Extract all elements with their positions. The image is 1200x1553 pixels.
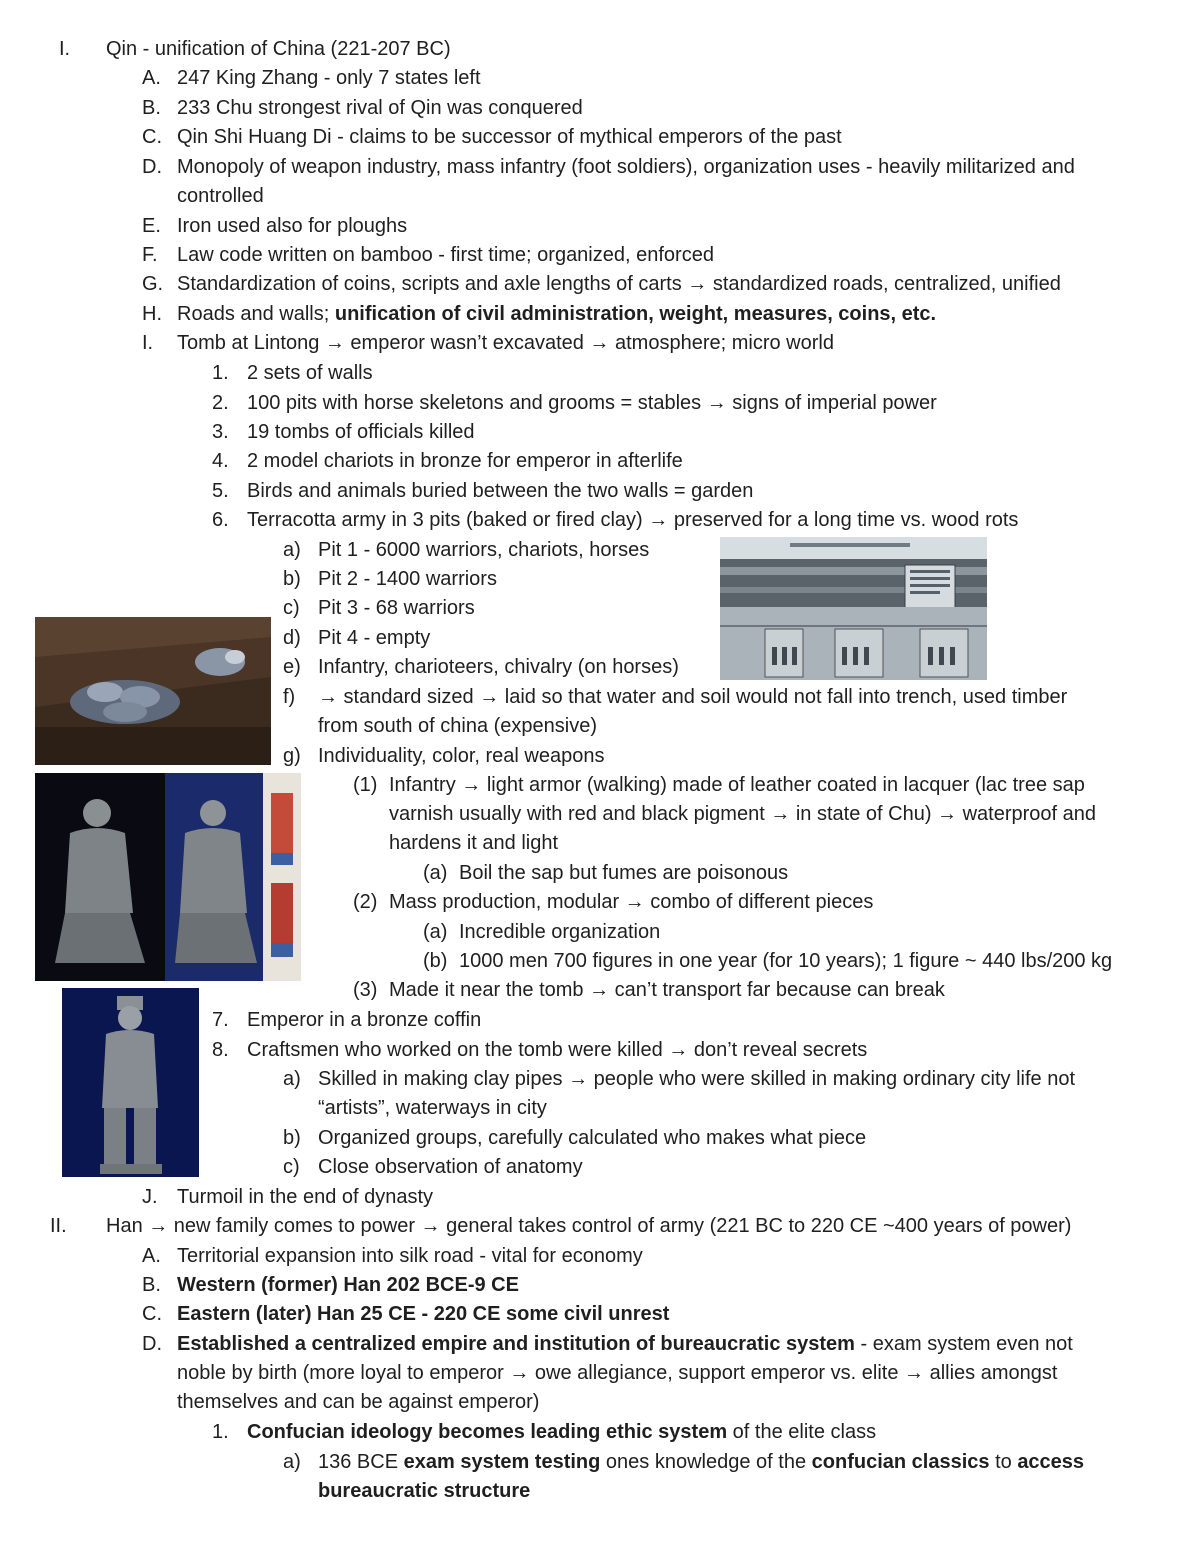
list-marker: 8.	[212, 1039, 229, 1061]
list-marker: (1)	[353, 774, 378, 796]
text: Incredible organization	[459, 921, 661, 943]
bold-text: bureaucratic structure	[318, 1480, 531, 1502]
text: Turmoil in the end of dynasty	[177, 1186, 434, 1208]
text: “artists”, waterways in city	[318, 1097, 547, 1119]
excavation-photo	[35, 617, 271, 765]
text: Han → new family comes to power → general takes control of army (221 BC to 220 CE ~400 years of power)	[106, 1215, 1072, 1237]
outline-line	[177, 1273, 519, 1297]
bold-text: unification of civil administration, weight, measures, coins, etc.	[334, 303, 937, 325]
list-marker: F.	[142, 244, 158, 266]
outline-line	[106, 1214, 1071, 1238]
text: Craftsmen who worked on the tomb were killed → don’t reveal secrets	[247, 1039, 868, 1061]
list-marker: A.	[142, 67, 161, 89]
text: Birds and animals buried between the two walls = garden	[247, 480, 754, 502]
outline-line	[177, 243, 714, 267]
text: from south of china (expensive)	[318, 715, 598, 737]
text: Roads and walls;	[177, 303, 335, 325]
bold-text: confucian classics	[811, 1451, 990, 1473]
outline-line	[177, 96, 583, 120]
outline-line	[177, 1302, 669, 1326]
list-marker: 2.	[212, 392, 229, 414]
standing-warrior-photo	[62, 988, 199, 1177]
list-marker: (a)	[423, 862, 448, 884]
outline-line	[177, 155, 1075, 179]
text: 247 King Zhang - only 7 states left	[177, 67, 481, 89]
outline-line	[318, 567, 497, 591]
list-marker: 4.	[212, 450, 229, 472]
text: Pit 3 - 68 warriors	[318, 597, 475, 619]
list-marker: C.	[142, 1303, 162, 1325]
list-marker: (b)	[423, 950, 448, 972]
text: Emperor in a bronze coffin	[247, 1009, 482, 1031]
text: Individuality, color, real weapons	[318, 745, 605, 767]
outline-line	[389, 890, 873, 914]
text: Law code written on bamboo - first time; organized, enforced	[177, 244, 714, 266]
text: Tomb at Lintong → emperor wasn’t excavated → atmosphere; micro world	[177, 332, 834, 354]
text: of the elite class	[727, 1421, 877, 1443]
text: Close observation of anatomy	[318, 1156, 583, 1178]
outline-line	[247, 449, 683, 473]
bold-text: access	[1017, 1451, 1085, 1473]
text: themselves and can be against emperor)	[177, 1391, 540, 1413]
outline-line	[177, 272, 1061, 296]
outline-line	[177, 1332, 1073, 1356]
outline-line	[177, 184, 264, 208]
list-marker: E.	[142, 215, 161, 237]
outline-line	[318, 1479, 530, 1503]
outline-line	[177, 1390, 539, 1414]
list-marker: 1.	[212, 362, 229, 384]
text: noble by birth (more loyal to emperor → owe allegiance, support emperor vs. elite → allies amongst	[177, 1362, 1058, 1384]
outline-line	[318, 714, 597, 738]
bold-text: Eastern (later) Han 25 CE - 220 CE some civil unrest	[177, 1303, 670, 1325]
text: to	[989, 1451, 1018, 1473]
outline-line	[318, 596, 475, 620]
outline-line	[247, 479, 753, 503]
outline-line	[177, 1361, 1057, 1385]
list-marker: b)	[283, 568, 301, 590]
outline-line	[389, 773, 1085, 797]
list-marker: (3)	[353, 979, 378, 1001]
outline-line	[318, 1450, 1084, 1474]
list-marker: c)	[283, 1156, 300, 1178]
list-marker: C.	[142, 126, 162, 148]
outline-line	[177, 1244, 643, 1268]
text: 1000 men 700 figures in one year (for 10 years); 1 figure ~ 440 lbs/200 kg	[459, 950, 1113, 972]
outline-line	[177, 125, 842, 149]
outline-line	[247, 391, 937, 415]
outline-line	[459, 920, 660, 944]
text: Skilled in making clay pipes → people who were skilled in making ordinary city life not	[318, 1068, 1076, 1090]
text: 2 sets of walls	[247, 362, 373, 384]
bold-text: Established a centralized empire and institution of bureaucratic system	[177, 1333, 855, 1355]
text: Qin Shi Huang Di - claims to be successor of mythical emperors of the past	[177, 126, 842, 148]
text: Pit 1 - 6000 warriors, chariots, horses	[318, 539, 650, 561]
outline-line	[318, 538, 649, 562]
outline-line	[389, 802, 1096, 826]
outline-line	[247, 1420, 876, 1444]
text: Standardization of coins, scripts and axle lengths of carts → standardized roads, centralized, unified	[177, 273, 1061, 295]
list-marker: A.	[142, 1245, 161, 1267]
bold-text: Confucian ideology becomes leading ethic system	[247, 1421, 728, 1443]
list-marker: I.	[142, 332, 154, 354]
outline-line	[247, 1008, 481, 1032]
outline-line	[459, 861, 788, 885]
outline-line	[318, 1096, 547, 1120]
list-marker: b)	[283, 1127, 301, 1149]
list-marker: 7.	[212, 1009, 229, 1031]
outline-line	[318, 655, 679, 679]
text: Infantry, charioteers, chivalry (on horses)	[318, 656, 679, 678]
outline-line	[177, 302, 936, 326]
outline-line	[177, 1185, 433, 1209]
outline-line	[247, 1038, 867, 1062]
list-marker: J.	[142, 1186, 158, 1208]
list-marker: a)	[283, 1068, 301, 1090]
list-marker: II.	[50, 1215, 67, 1237]
outline-line	[459, 949, 1112, 973]
text: 100 pits with horse skeletons and grooms = stables → signs of imperial power	[247, 392, 937, 414]
text: 2 model chariots in bronze for emperor in afterlife	[247, 450, 683, 472]
list-marker: g)	[283, 745, 301, 767]
list-marker: G.	[142, 273, 164, 295]
text: 19 tombs of officials killed	[247, 421, 475, 443]
text: Made it near the tomb → can’t transport far because can break	[389, 979, 945, 1001]
list-marker: D.	[142, 156, 162, 178]
text: ones knowledge of the	[600, 1451, 812, 1473]
list-marker: 1.	[212, 1421, 229, 1443]
text: Iron used also for ploughs	[177, 215, 408, 237]
text: Pit 4 - empty	[318, 627, 431, 649]
outline-line	[318, 1155, 583, 1179]
kneeling-archer-photos	[35, 773, 301, 981]
list-marker: (a)	[423, 921, 448, 943]
list-marker: e)	[283, 656, 301, 678]
list-marker: f)	[283, 686, 296, 708]
outline-line	[318, 626, 430, 650]
text: Infantry → light armor (walking) made of leather coated in lacquer (lac tree sap	[389, 774, 1085, 796]
text: Qin - unification of China (221-207 BC)	[106, 38, 451, 60]
list-marker: (2)	[353, 891, 378, 913]
bold-text: exam system testing	[403, 1451, 601, 1473]
text: Monopoly of weapon industry, mass infantry (foot soldiers), organization uses - heavily militarized and	[177, 156, 1075, 178]
outline-line	[247, 361, 373, 385]
outline-line	[318, 1126, 866, 1150]
text: Pit 2 - 1400 warriors	[318, 568, 497, 590]
text: hardens it and light	[389, 832, 559, 854]
outline-line	[318, 744, 604, 768]
outline-line	[177, 66, 481, 90]
list-marker: a)	[283, 1451, 301, 1473]
outline-line	[318, 685, 1067, 709]
list-marker: I.	[59, 38, 71, 60]
outline-line	[389, 831, 558, 855]
list-marker: D.	[142, 1333, 162, 1355]
text: varnish usually with red and black pigment → in state of Chu) → waterproof and	[389, 803, 1097, 825]
outline-line	[318, 1067, 1075, 1091]
text: Territorial expansion into silk road - vital for economy	[177, 1245, 643, 1267]
outline-line	[177, 331, 834, 355]
text: 233 Chu strongest rival of Qin was conquered	[177, 97, 583, 119]
text: controlled	[177, 185, 264, 207]
text: Mass production, modular → combo of different pieces	[389, 891, 874, 913]
list-marker: 3.	[212, 421, 229, 443]
list-marker: 5.	[212, 480, 229, 502]
text: Organized groups, carefully calculated who makes what piece	[318, 1127, 867, 1149]
list-marker: B.	[142, 1274, 161, 1296]
bold-text: Western (former) Han 202 BCE-9 CE	[177, 1274, 519, 1296]
pit-diagram-image	[720, 537, 987, 680]
list-marker: d)	[283, 627, 301, 649]
list-marker: a)	[283, 539, 301, 561]
outline-line	[106, 37, 451, 61]
outline-line	[247, 508, 1018, 532]
outline-line	[389, 978, 945, 1002]
list-marker: 6.	[212, 509, 229, 531]
text: → standard sized → laid so that water and soil would not fall into trench, used timber	[318, 686, 1068, 708]
list-marker: c)	[283, 597, 300, 619]
outline-line	[247, 420, 475, 444]
list-marker: H.	[142, 303, 162, 325]
text: Boil the sap but fumes are poisonous	[459, 862, 789, 884]
text: - exam system even not	[854, 1333, 1073, 1355]
text: 136 BCE	[318, 1451, 404, 1473]
text: Terracotta army in 3 pits (baked or fired clay) → preserved for a long time vs. wood rots	[247, 509, 1019, 531]
outline-line	[177, 214, 407, 238]
list-marker: B.	[142, 97, 161, 119]
